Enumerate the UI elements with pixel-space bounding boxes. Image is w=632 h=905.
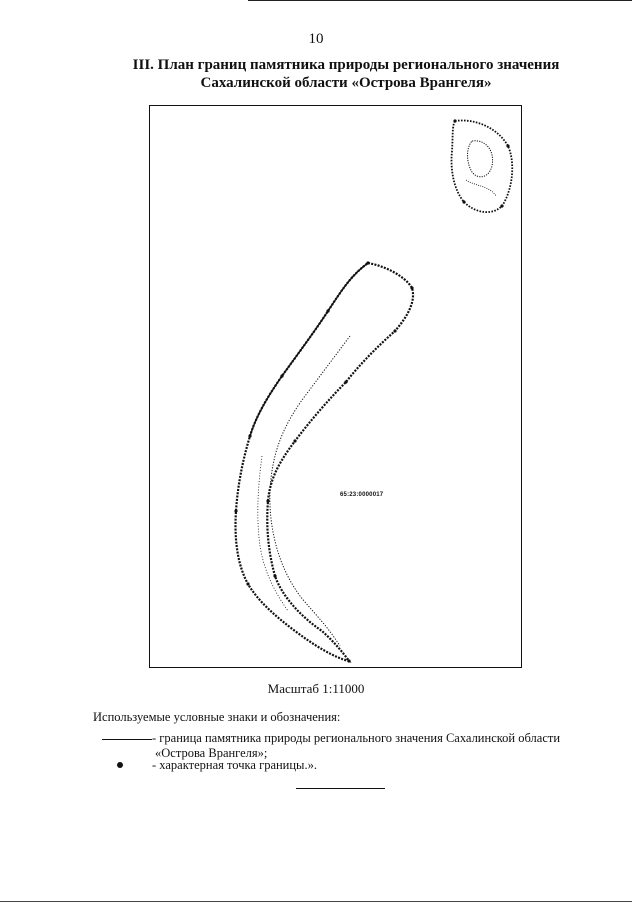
boundary-line-symbol [102, 739, 152, 740]
boundary-point [462, 200, 465, 203]
legend-heading: Используемые условные знаки и обозначения: [93, 710, 341, 724]
map-drawing [150, 106, 521, 667]
title-line-1: III. План границ памятника природы регионального значения [132, 57, 560, 73]
boundary-point [500, 204, 503, 207]
page-title [60, 56, 632, 92]
small-island-inner-contour [468, 141, 493, 177]
boundary-point [506, 144, 509, 147]
cadastral-number: 65:23:0000017 [340, 492, 384, 498]
legend-item-point: - характерная точка границы.». [152, 758, 317, 772]
map-scale: Масштаб 1:11000 [267, 681, 365, 696]
boundary-point [266, 499, 269, 502]
boundary-point [347, 659, 350, 662]
boundary-line-segment [250, 263, 368, 436]
bottom-rule [0, 901, 632, 902]
top-rule [248, 0, 632, 1]
page-number: 10 [308, 31, 324, 47]
boundary-point [344, 380, 347, 383]
boundary-points [234, 119, 509, 662]
boundary-point [326, 309, 329, 312]
small-island-inner-contour-2 [466, 180, 496, 196]
title-line-2: Сахалинской области «Острова Врангеля» [200, 75, 492, 91]
main-island-outline [236, 263, 414, 661]
boundary-point [293, 439, 296, 442]
boundary-point [280, 374, 283, 377]
boundary-point [366, 261, 369, 264]
boundary-point [453, 119, 456, 122]
boundary-point [273, 574, 276, 577]
legend-item-boundary-line1: - граница памятника природы регионального значения Сахалинской области [152, 731, 561, 745]
boundary-point [393, 329, 396, 332]
legend-item-boundary-line2: «Острова Врангеля»; [155, 746, 268, 760]
main-island-inner-contour-2 [258, 456, 288, 611]
boundary-point [234, 509, 237, 512]
boundary-point [410, 286, 413, 289]
main-island-inner-contour [270, 336, 350, 646]
small-island-outline [452, 120, 513, 212]
boundary-point [246, 582, 249, 585]
boundary-point [248, 434, 251, 437]
closing-rule [296, 788, 385, 789]
boundary-point-symbol [117, 762, 123, 768]
legend-item-boundary [152, 731, 582, 761]
boundary-map [149, 105, 522, 668]
